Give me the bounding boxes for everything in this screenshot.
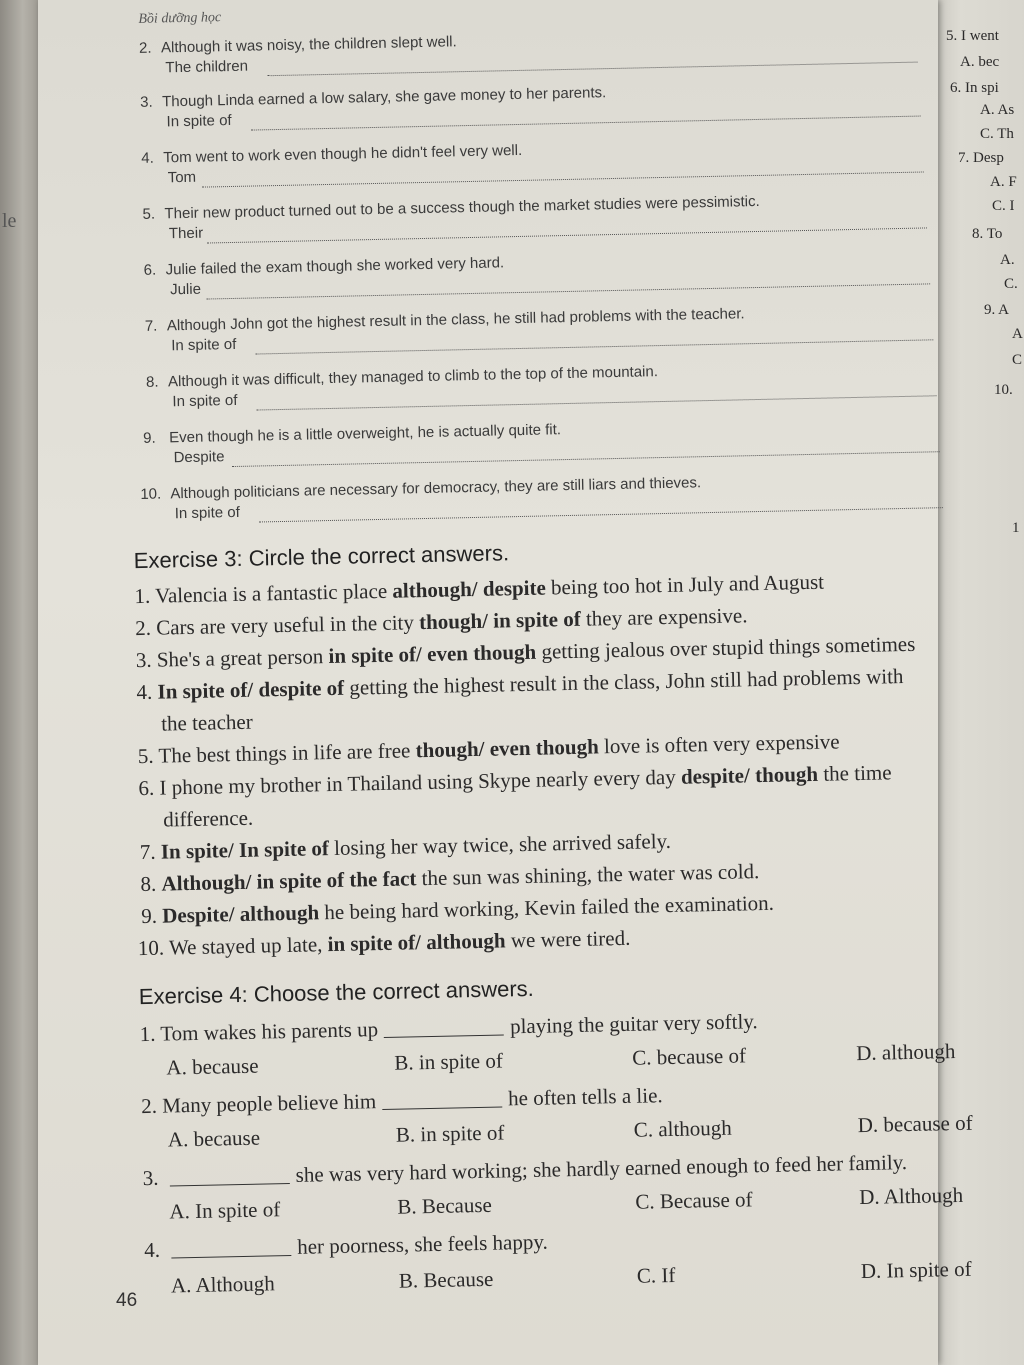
option-c[interactable]: C. Because of	[635, 1187, 753, 1214]
rewrite-num: 7.	[144, 317, 158, 335]
option-a[interactable]: A. because	[166, 1053, 259, 1080]
option-c[interactable]: C. because of	[632, 1043, 747, 1070]
answer-line[interactable]	[259, 507, 943, 522]
question-text: playing the guitar very softly.	[509, 1009, 758, 1039]
option-c[interactable]: C. If	[636, 1262, 676, 1288]
rewrite-start: In spite of	[172, 391, 238, 411]
side-line: A	[1012, 326, 1023, 342]
item-text: the sun was shining, the water was cold.	[416, 859, 760, 891]
rewrite-start: In spite of	[174, 503, 240, 523]
rewrite-num: 2.	[138, 39, 152, 57]
item-num: 3.	[135, 647, 152, 673]
rewrite-start: The children	[165, 57, 249, 77]
item-text: She's a great person	[156, 644, 329, 672]
side-line: 9. A	[984, 302, 1010, 318]
item-num: 9.	[140, 903, 158, 929]
rewrite-start: In spite of	[166, 111, 232, 131]
rewrite-num: 4.	[141, 149, 155, 167]
rewrite-start: In spite of	[171, 335, 237, 355]
rewrite-sentence: Tom went to work even though he didn't feel very well.	[163, 141, 523, 167]
item-text: getting jealous over stupid things sometimes	[535, 631, 916, 664]
answer-line[interactable]	[232, 451, 940, 467]
ex3-item	[135, 603, 748, 641]
option-b[interactable]: B. Because	[397, 1192, 493, 1219]
choice-options[interactable]: Despite/ although	[161, 900, 320, 928]
rewrite-start: Julie	[169, 280, 202, 299]
question-text: Tom wakes his parents up	[160, 1017, 379, 1046]
option-b[interactable]: B. in spite of	[395, 1120, 505, 1147]
rewrite-sentence: Although politicians are necessary for democracy, they are still liars and thieves.	[170, 474, 702, 503]
ex4-question	[144, 1230, 548, 1263]
item-text: love is often very expensive	[598, 729, 840, 759]
item-text: the time	[817, 760, 892, 786]
rewrite-sentence: Their new product turned out to be a success though the market studies were pessimistic.	[164, 192, 760, 223]
side-line: A. As	[980, 102, 1015, 118]
answer-line[interactable]	[206, 283, 930, 299]
rewrite-sentence: Although it was difficult, they managed to climb to the top of the mountain.	[167, 363, 659, 391]
question-num: 2.	[140, 1093, 158, 1119]
question-text: her poorness, she feels happy.	[296, 1229, 548, 1259]
rewrite-sentence: Although John got the highest result in the class, he still had problems with the teacher.	[166, 305, 745, 335]
answer-line[interactable]	[257, 395, 937, 410]
choice-options[interactable]: in spite of/ even though	[328, 639, 537, 669]
side-line: C. Th	[980, 126, 1014, 142]
answer-line[interactable]	[255, 339, 933, 354]
choice-options[interactable]: despite/ though	[680, 761, 819, 789]
side-line: A. bec	[960, 54, 1000, 70]
item-text: Valencia is a fantastic place	[154, 578, 393, 608]
answer-line[interactable]	[202, 171, 924, 187]
rewrite-sentence: Though Linda earned a low salary, she gave money to her parents.	[161, 84, 607, 111]
item-text: they are expensive.	[580, 603, 748, 631]
option-a[interactable]: A. because	[167, 1125, 261, 1152]
exercise-3-title: Exercise 3: Circle the correct answers.	[133, 540, 510, 574]
item-num: 5.	[137, 743, 154, 769]
side-line: C	[1012, 352, 1023, 368]
side-line: 5. I went	[946, 28, 999, 44]
choice-options[interactable]: though/ even though	[415, 734, 600, 763]
item-text: losing her way twice, she arrived safely.	[328, 828, 672, 861]
ex4-question	[139, 1009, 758, 1047]
item-text: I phone my brother in Thailand using Skype nearly every day	[159, 764, 682, 800]
rewrite-sentence: Even though he is a little overweight, he is actually quite fit.	[169, 421, 562, 447]
answer-line[interactable]	[251, 116, 921, 131]
item-num: 6.	[138, 775, 155, 801]
ex3-item-continuation: difference.	[162, 805, 254, 832]
rewrite-num: 9.	[143, 429, 156, 447]
item-text: The best things in life are free	[158, 738, 416, 768]
choice-options[interactable]: in spite of/ although	[327, 928, 506, 957]
item-num: 2.	[134, 615, 152, 641]
item-text: getting the highest result in the class, John still had problems with	[343, 664, 904, 700]
answer-line[interactable]	[207, 227, 927, 243]
left-margin-text: le	[2, 210, 17, 232]
question-num: 1.	[139, 1021, 156, 1047]
item-text: we were tired.	[505, 925, 631, 953]
option-b[interactable]: B. in spite of	[394, 1048, 504, 1075]
option-d[interactable]: D. because of	[857, 1110, 973, 1138]
item-text: We stayed up late,	[168, 932, 328, 960]
question-num: 4.	[143, 1237, 161, 1263]
option-b[interactable]: B. Because	[398, 1266, 494, 1293]
rewrite-start: Their	[168, 224, 204, 243]
side-line: 7. Desp	[958, 150, 1004, 166]
option-a[interactable]: A. In spite of	[169, 1197, 281, 1224]
question-text: she was very hard working; she hardly earned enough to feed her family.	[295, 1150, 908, 1187]
left-page-edge	[0, 0, 38, 1365]
question-text: Many people believe him	[161, 1089, 377, 1118]
item-num: 7.	[139, 839, 156, 865]
item-num: 8.	[140, 871, 157, 897]
ex3-item	[140, 829, 672, 865]
rewrite-sentence: Julie failed the exam though she worked very hard.	[165, 254, 505, 279]
page-header: Bồi dưỡng học	[138, 10, 222, 27]
rewrite-num: 5.	[142, 205, 156, 223]
item-num: 10.	[137, 935, 165, 961]
rewrite-sentence: Although it was noisy, the children slept well.	[160, 33, 457, 57]
question-text: he often tells a lie.	[507, 1083, 663, 1111]
item-text: he being hard working, Kevin failed the examination.	[318, 890, 775, 925]
option-d[interactable]: D. In spite of	[860, 1256, 972, 1284]
answer-blank[interactable]	[171, 1255, 291, 1259]
rewrite-start: Despite	[173, 448, 225, 467]
option-d[interactable]: D. although	[855, 1039, 956, 1066]
rewrite-num: 3.	[139, 93, 153, 111]
ex3-item	[140, 859, 759, 897]
choice-options[interactable]: Although/ in spite of the fact	[161, 866, 417, 896]
side-line: 10.	[994, 382, 1013, 398]
option-c[interactable]: C. although	[633, 1115, 733, 1142]
side-line: C.	[1004, 276, 1018, 292]
question-num: 3.	[142, 1165, 159, 1191]
option-a[interactable]: A. Although	[170, 1271, 276, 1298]
answer-blank[interactable]	[170, 1183, 290, 1187]
ex3-item-continuation: the teacher	[160, 709, 253, 736]
ex4-question	[142, 1150, 907, 1191]
side-line: A.	[1000, 252, 1015, 268]
ex3-item	[138, 926, 631, 961]
side-line: A. F	[990, 174, 1017, 190]
side-line: 1	[1012, 520, 1020, 536]
choice-options[interactable]: though/ in spite of	[418, 606, 581, 635]
item-text: being too hot in July and August	[545, 569, 825, 600]
item-num: 4.	[136, 679, 153, 705]
side-line: C. I	[992, 198, 1015, 214]
side-line: 8. To	[972, 226, 1003, 242]
item-text: Cars are very useful in the city	[155, 610, 420, 640]
side-line: 6. In spi	[950, 80, 999, 96]
rewrite-num: 8.	[145, 373, 159, 391]
ex4-question	[141, 1083, 663, 1119]
item-num: 1.	[134, 583, 151, 609]
answer-blank[interactable]	[382, 1107, 502, 1111]
exercise-4-title: Exercise 4: Choose the correct answers.	[138, 975, 535, 1010]
page-number: 46	[116, 1290, 138, 1311]
choice-options[interactable]: although/ despite	[392, 575, 547, 603]
rewrite-num: 10.	[140, 485, 162, 503]
answer-blank[interactable]	[384, 1034, 504, 1038]
choice-options[interactable]: In spite of/ despite of	[157, 675, 345, 704]
option-d[interactable]: D. Although	[858, 1182, 964, 1210]
answer-line[interactable]	[268, 62, 918, 77]
ex3-item	[141, 891, 774, 929]
rewrite-start: Tom	[167, 168, 197, 187]
rewrite-num: 6.	[143, 261, 157, 279]
choice-options[interactable]: In spite/ In spite of	[160, 836, 330, 864]
